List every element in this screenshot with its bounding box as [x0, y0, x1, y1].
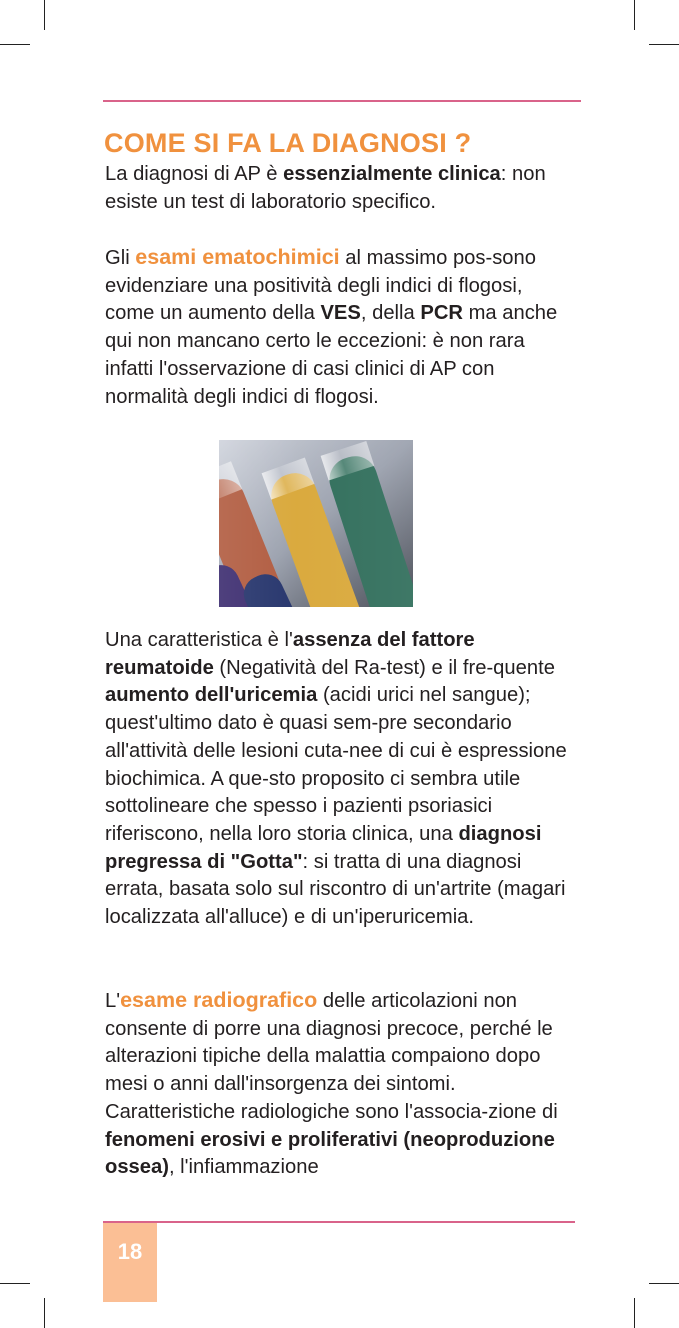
emphasis: aumento dell'uricemia: [105, 684, 318, 707]
crop-mark: [44, 0, 45, 30]
emphasis: diagnosi pregressa di "Gotta": [105, 822, 542, 873]
crop-mark: [0, 44, 30, 45]
crop-mark: [44, 1298, 45, 1328]
top-rule: [103, 100, 581, 102]
crop-mark: [0, 1283, 30, 1284]
paragraph-rheumatoid-factor: Una caratteristica è l'assenza del fattore reumatoide (Negatività del Ra-test) e il fre-quente aumento dell'uricemia (acidi urici nel sangue); quest'ultimo dato è quasi sem-pre secondario all'attività delle lesioni cuta-nee di cui è espressione biochimica. A que-sto proposito ci sembra utile sottolineare che spesso i pazienti psoriasici riferiscono, nella loro storia clinica, una diagnosi pregressa di "Gotta": si tratta di una diagnosi errata, basata solo sul riscontro di un'artrite (magari localizzata all'alluce) e di un'iperuricemia.: [105, 629, 567, 929]
emphasis: PCR: [420, 302, 463, 325]
paragraph-radiologic-features: Caratteristiche radiologiche sono l'associa-zione di fenomeni erosivi e proliferativi (neoproduzione ossea), l'infiammazione: [105, 1100, 558, 1179]
crop-mark: [634, 0, 635, 30]
page-number: 18: [117, 1239, 143, 1264]
crop-mark: [649, 44, 679, 45]
test-tubes-photo: [219, 440, 413, 607]
paragraph-radiographic-exam: L'esame radiografico delle articolazioni non consente di porre una diagnosi precoce, perché le alterazioni tipiche della malattia compaiono dopo mesi o anni dall'insorgenza dei sintomi. Caratteristiche radiologiche sono l'associa-zione di fenomeni erosivi e proliferativi (neoproduzione ossea), l'infiammazione: [105, 987, 575, 1182]
crop-mark: [634, 1298, 635, 1328]
crop-mark: [649, 1283, 679, 1284]
paragraph-intro: La diagnosi di AP è essenzialmente clinica: non esiste un test di laboratorio specifico.: [105, 163, 546, 213]
section-title: COME SI FA LA DIAGNOSI ?: [104, 128, 472, 158]
emphasis: assenza del fattore reumatoide: [105, 629, 475, 679]
emphasis: VES: [320, 302, 361, 325]
emphasis: essenzialmente clinica: [283, 163, 501, 185]
highlight-term: esami ematochimici: [135, 245, 340, 269]
bottom-rule: [103, 1221, 575, 1223]
paragraph-blood-tests: Gli esami ematochimici al massimo pos-sono evidenziare una positività degli indici di flogosi, come un aumento della VES, della PCR ma anche qui non mancano certo le eccezioni: è non rara infatti l'osservazione di casi clinici di AP con normalità degli indici di flogosi.: [105, 245, 558, 408]
emphasis: fenomeni erosivi e proliferativi (neoproduzione ossea): [105, 1128, 555, 1179]
highlight-term: esame radiografico: [120, 988, 318, 1012]
